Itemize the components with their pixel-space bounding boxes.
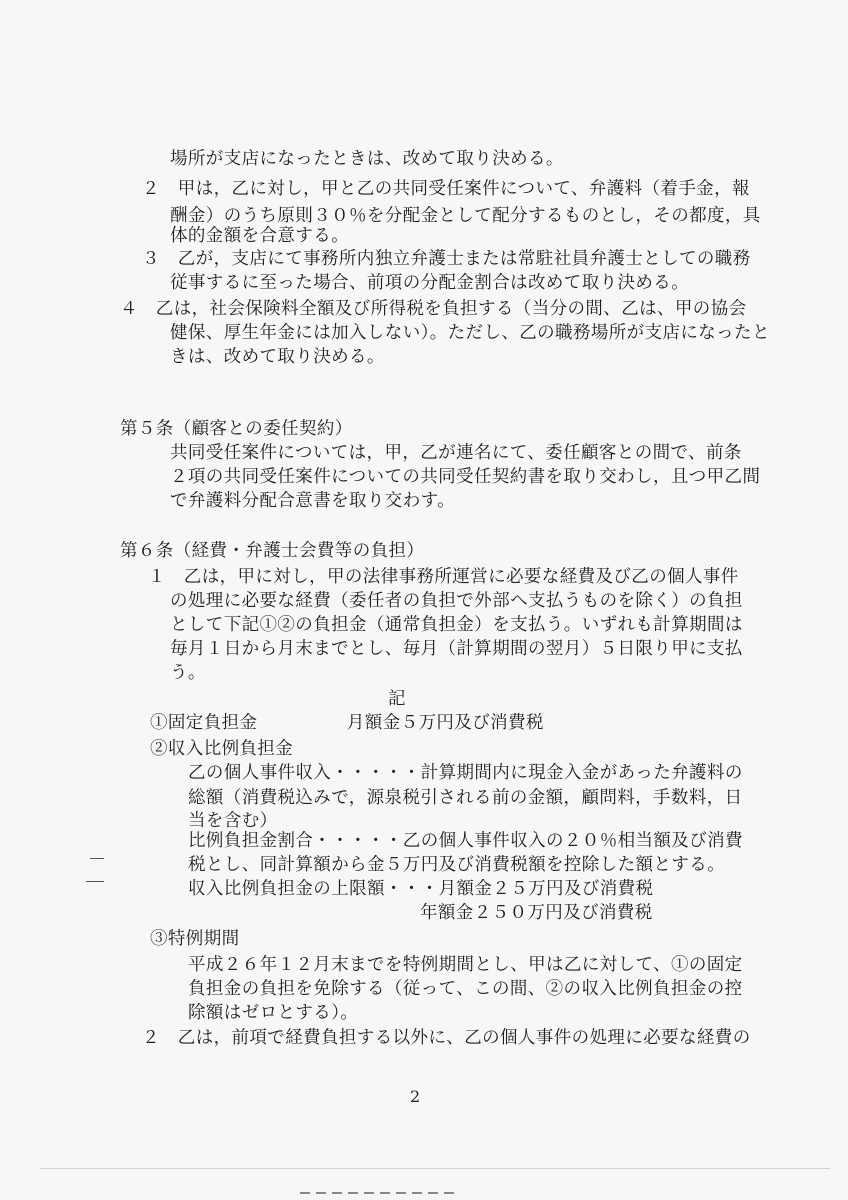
text-line: として下記①②の負担金（通常負担金）を支払う。いずれも計算期間は: [170, 615, 743, 635]
text-line: 年額金２５０万円及び消費税: [420, 903, 653, 923]
text-line: ①固定負担金 月額金５万円及び消費税: [150, 713, 544, 733]
article-heading: 第５条（顧客との委任契約）: [120, 419, 353, 439]
text-line: の処理に必要な経費（委任者の負担で外部へ支払うものを除く）の負担: [170, 591, 743, 611]
text-line: 場所が支店になったときは、改めて取り決める。: [170, 149, 564, 169]
text-line: 当を含む）: [188, 811, 278, 831]
text-line: 除額はゼロとする）。: [188, 1003, 359, 1023]
text-line: 毎月１日から月末までとし、毎月（計算期間の翌月）５日限り甲に支払: [170, 639, 743, 659]
text-line: う。: [170, 663, 206, 683]
text-line: ２項の共同受任案件についての共同受任契約書を取り交わし，且つ甲乙間: [170, 467, 761, 487]
scan-mark: [90, 858, 104, 859]
text-line: で弁護料分配合意書を取り交わす。: [170, 491, 455, 511]
text-line: 体的金額を合意する。: [170, 226, 349, 246]
text-line: 総額（消費税込みで，源泉税引される前の金額，顧問料，手数料，日: [188, 788, 743, 808]
text-line: ３ 乙が，支店にて事務所内独立弁護士または常駐社員弁護士としての職務: [142, 249, 751, 269]
text-line: 酬金）のうち原則３０％を分配金として配分するものとし，その都度，具: [170, 206, 761, 226]
scan-edge-dots: [300, 1192, 460, 1194]
text-line: ２ 乙は，前項で経費負担する以外に、乙の個人事件の処理に必要な経費の: [142, 1028, 751, 1048]
text-line: ③特例期間: [150, 929, 240, 949]
text-line: きは、改めて取り決める。: [170, 347, 385, 367]
text-line: １ 乙は，甲に対し，甲の法律事務所運営に必要な経費及び乙の個人事件: [148, 567, 739, 587]
text-line: 負担金の負担を免除する（従って、この間、②の収入比例負担金の控: [188, 979, 743, 999]
text-line: 乙の個人事件収入・・・・・計算期間内に現金入金があった弁護料の: [188, 763, 743, 783]
text-line: 比例負担金割合・・・・・乙の個人事件収入の２０％相当額及び消費: [188, 831, 743, 851]
text-line: 共同受任案件については，甲，乙が連名にて、委任顧客との間で、前条: [170, 443, 742, 463]
text-line: ②収入比例負担金: [150, 739, 294, 759]
text-line: 税とし、同計算額から金５万円及び消費税額を控除した額とする。: [188, 855, 725, 875]
text-line: 収入比例負担金の上限額・・・月額金２５万円及び消費税: [188, 879, 654, 899]
page-number: 2: [410, 1087, 421, 1106]
scan-edge-line: [40, 1168, 830, 1169]
ki-heading: 記: [388, 689, 406, 709]
text-line: 健保、厚生年金には加入しない）。ただし、乙の職務場所が支店になったと: [170, 323, 770, 343]
text-line: ４ 乙は，社会保険料全額及び所得税を負担する（当分の間、乙は、甲の協会: [120, 299, 747, 319]
scan-mark: [86, 881, 104, 882]
article-heading: 第６条（経費・弁護士会費等の負担）: [120, 541, 425, 561]
text-line: 従事するに至った場合、前項の分配金割合は改めて取り決める。: [170, 273, 690, 293]
text-line: 平成２６年１２月末までを特例期間とし、甲は乙に対して、①の固定: [188, 955, 743, 975]
text-line: ２ 甲は，乙に対し，甲と乙の共同受任案件について、弁護料（着手金，報: [142, 179, 750, 199]
